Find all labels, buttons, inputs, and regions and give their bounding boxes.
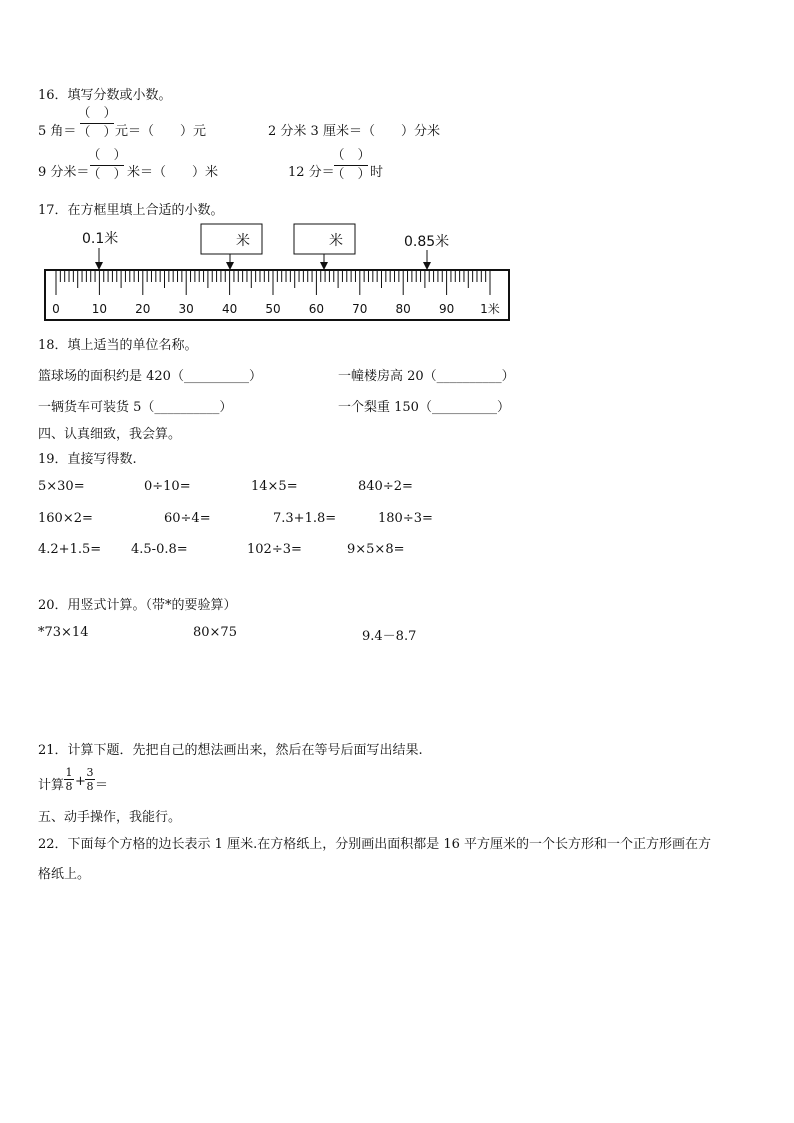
q16-r1a-fraction[interactable]: [77, 106, 117, 141]
ruler-tick-label: 10: [91, 302, 108, 316]
q17-title: 17．在方框里填上合适的小数。: [38, 203, 224, 218]
q19-r1-c4[interactable]: 840÷2=: [358, 479, 413, 494]
q19-r3-c4[interactable]: 9×5×8=: [347, 542, 405, 557]
equals-sign[interactable]: ＝: [95, 778, 109, 793]
answer-box-1[interactable]: [201, 224, 262, 254]
ruler-tick-label: 20: [135, 302, 151, 316]
q19-r1-c2[interactable]: 0÷10=: [144, 479, 191, 494]
q20-title: 20．用竖式计算。（带*的要验算）: [38, 598, 237, 613]
ruler-tick-label: 50: [265, 302, 281, 316]
ruler-tick-label: 0: [52, 302, 60, 316]
box2-unit: 米: [329, 233, 343, 249]
q16-r2b-left: 12 分＝: [288, 165, 335, 180]
numerator: 1: [65, 766, 73, 779]
q19-r3-c2[interactable]: 4.5-0.8=: [131, 542, 188, 557]
ruler-tick-label: 80: [395, 302, 411, 316]
q21-title: 21．计算下题．先把自己的想法画出来，然后在等号后面写出结果.: [38, 743, 423, 758]
q16-r2b-right: 时: [370, 165, 384, 180]
blank-numerator[interactable]: （ ）: [77, 106, 117, 121]
q19-r1-c1[interactable]: 5×30=: [38, 479, 85, 494]
q22-line-1: 22．下面每个方格的边长表示 1 厘米.在方格纸上，分别画出面积都是 16 平方厘米的一个长方形和一个正方形画在方: [38, 837, 712, 852]
q19-r2-c4[interactable]: 180÷3=: [378, 511, 433, 526]
q19-title: 19．直接写得数.: [38, 452, 137, 467]
q20-item-2[interactable]: 80×75: [193, 625, 237, 640]
fraction-bar: [90, 165, 124, 166]
label-0-1m: 0.1米: [82, 231, 119, 247]
blank-denominator[interactable]: （ ）: [87, 167, 127, 182]
fraction-1-8: [64, 767, 74, 792]
q16-r2a-left: 9 分米＝: [38, 165, 90, 180]
q21-calc-label: 计算: [38, 778, 65, 793]
answer-box-2[interactable]: [294, 224, 355, 254]
ruler-tick-label: 90: [438, 302, 455, 316]
box1-unit: 米: [236, 233, 250, 249]
q19-r3-c1[interactable]: 4.2+1.5=: [38, 542, 102, 557]
q16-r1a-left: 5 角＝: [38, 124, 77, 139]
section-5-heading: 五、动手操作，我能行。: [38, 810, 182, 825]
q20-item-3[interactable]: 9.4－8.7: [362, 629, 417, 644]
q16-r2b-fraction[interactable]: [331, 148, 371, 183]
arrow-head: [423, 262, 431, 270]
q16-r2a-mid: 米＝（ ）米: [127, 165, 219, 180]
ruler-tick-label: 1米: [480, 302, 500, 316]
fraction-bar: [334, 165, 368, 166]
arrow-head: [95, 262, 103, 270]
arrow-head: [320, 262, 328, 270]
q22-line-2: 格纸上。: [38, 867, 91, 882]
q18-title: 18．填上适当的单位名称。: [38, 338, 198, 353]
q18-item-4[interactable]: 一个梨重 150（__________）: [338, 400, 510, 415]
q19-r1-c3[interactable]: 14×5=: [251, 479, 298, 494]
arrow-head: [226, 262, 234, 270]
q18-item-1[interactable]: 篮球场的面积约是 420（__________）: [38, 369, 262, 384]
blank-numerator[interactable]: （ ）: [87, 148, 127, 163]
plus-sign: +: [75, 774, 86, 789]
blank-numerator[interactable]: （ ）: [331, 148, 371, 163]
fraction-bar: [80, 123, 114, 124]
ruler-figure: [0, 218, 794, 328]
q19-r2-c3[interactable]: 7.3+1.8=: [273, 511, 337, 526]
ruler-tick-label: 60: [308, 302, 325, 316]
blank-denominator[interactable]: （ ）: [331, 167, 371, 182]
ruler-tick-label: 70: [352, 302, 368, 316]
q16-r1a-mid: 元＝（ ）元: [115, 124, 207, 139]
ruler-tick-label: 40: [221, 302, 238, 316]
q16-title: 16．填写分数或小数。: [38, 88, 172, 103]
q19-r2-c2[interactable]: 60÷4=: [164, 511, 211, 526]
q16-r1b: 2 分米 3 厘米＝（ ）分米: [268, 124, 440, 139]
numerator: 3: [86, 766, 94, 779]
q16-r2a-fraction[interactable]: [87, 148, 127, 183]
q19-r2-c1[interactable]: 160×2=: [38, 511, 93, 526]
denominator: 8: [86, 780, 94, 793]
q19-r3-c3[interactable]: 102÷3=: [247, 542, 302, 557]
label-0-85m: 0.85米: [404, 234, 450, 250]
q20-item-1[interactable]: *73×14: [38, 625, 89, 640]
fraction-3-8: [85, 767, 95, 792]
q18-item-2[interactable]: 一幢楼房高 20（__________）: [338, 369, 515, 384]
denominator: 8: [65, 780, 73, 793]
blank-denominator[interactable]: （ ）: [77, 125, 117, 140]
section-4-heading: 四、认真细致，我会算。: [38, 427, 182, 442]
q18-item-3[interactable]: 一辆货车可装货 5（__________）: [38, 400, 233, 415]
ruler-tick-label: 30: [178, 302, 194, 316]
